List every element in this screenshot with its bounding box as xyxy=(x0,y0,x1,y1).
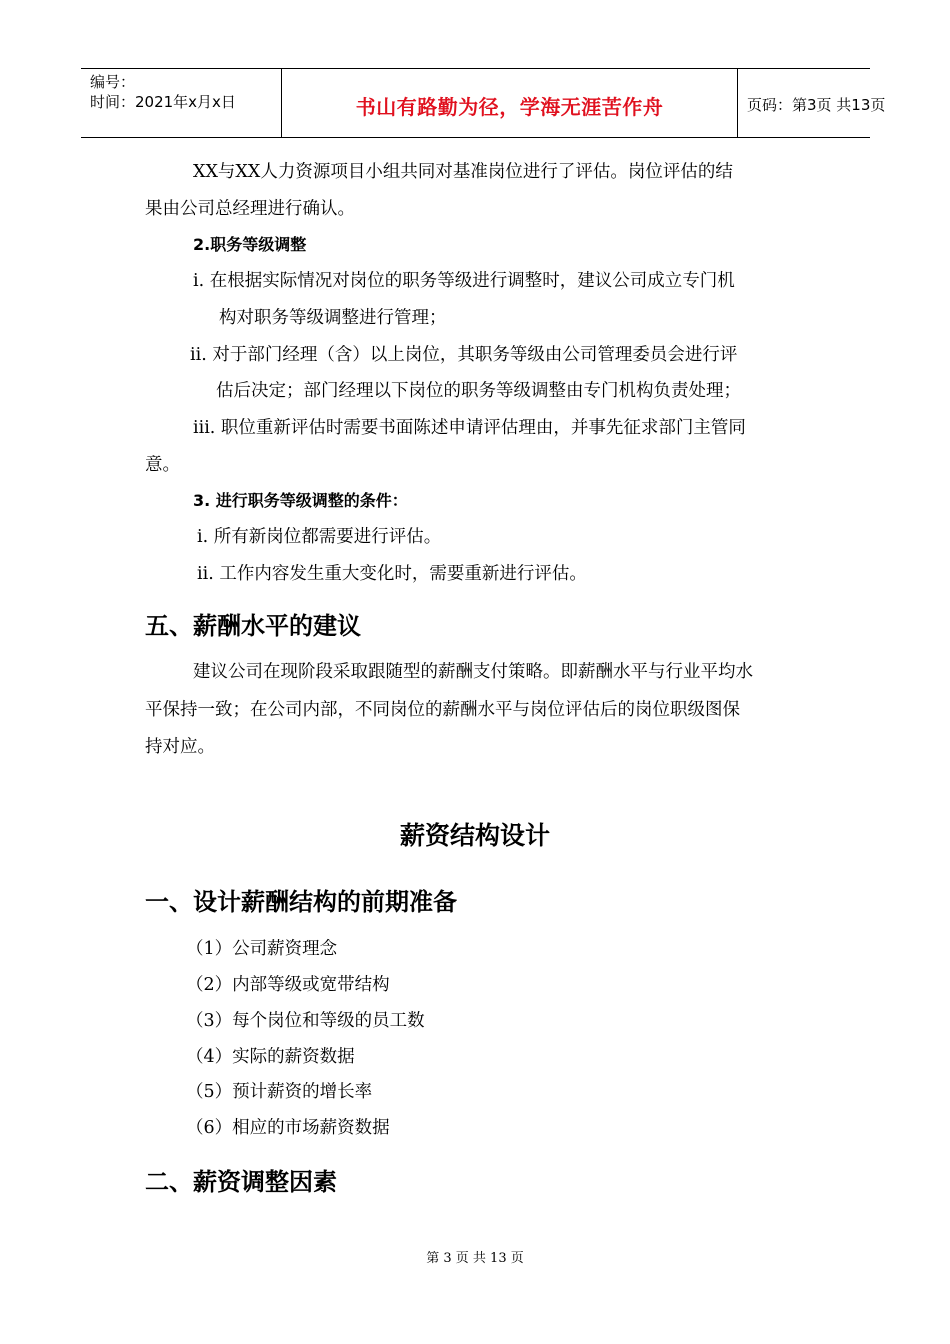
header-right-cell xyxy=(737,69,886,137)
chapter-heading: 五、薪酬水平的建议 xyxy=(145,612,361,640)
paragraph-line: 持对应。 xyxy=(145,737,215,757)
list-item: ii. 工作内容发生重大变化时，需要重新进行评估。 xyxy=(197,564,587,584)
list-item: （1）公司薪资理念 xyxy=(186,939,338,959)
paragraph-line: 果由公司总经理进行确认。 xyxy=(145,199,355,219)
list-item: （2）内部等级或宽带结构 xyxy=(186,975,390,995)
header-left-cell xyxy=(81,69,281,137)
header-page-label: 页码：第3页 共13页 xyxy=(747,96,886,114)
header-motto: 书山有路勤为径，学海无涯苦作舟 xyxy=(355,95,664,119)
paragraph-line: 平保持一致；在公司内部，不同岗位的薪酬水平与岗位评估后的岗位职级图保 xyxy=(145,700,740,720)
header-number-label: 编号： xyxy=(90,73,136,91)
paragraph-line: 建议公司在现阶段采取跟随型的薪酬支付策略。即薪酬水平与行业平均水 xyxy=(193,662,753,682)
header-center-cell xyxy=(281,69,738,137)
chapter-heading: 二、薪资调整因素 xyxy=(145,1168,337,1196)
section-heading: 3. 进行职务等级调整的条件： xyxy=(193,491,408,510)
page-footer: 第 3 页 共 13 页 xyxy=(426,1251,524,1266)
list-item-line: ii. 对于部门经理（含）以上岗位，其职务等级由公司管理委员会进行评 xyxy=(190,345,738,365)
list-item: （3）每个岗位和等级的员工数 xyxy=(186,1011,425,1031)
list-item-line: 构对职务等级调整进行管理； xyxy=(219,308,447,328)
section-heading: 2.职务等级调整 xyxy=(193,235,307,254)
list-item: （5）预计薪资的增长率 xyxy=(186,1082,373,1102)
paragraph-line: XX与XX人力资源项目小组共同对基准岗位进行了评估。岗位评估的结 xyxy=(193,162,733,182)
document-header xyxy=(81,68,886,138)
list-item-line: iii. 职位重新评估时需要书面陈述申请评估理由，并事先征求部门主管同 xyxy=(193,418,746,438)
list-item-line: 意。 xyxy=(145,455,180,475)
header-time-label: 时间：2021年x月x日 xyxy=(90,93,236,111)
list-item: （6）相应的市场薪资数据 xyxy=(186,1118,390,1138)
list-item: （4）实际的薪资数据 xyxy=(186,1047,355,1067)
list-item: i. 所有新岗位都需要进行评估。 xyxy=(197,527,442,547)
list-item-line: 估后决定；部门经理以下岗位的职务等级调整由专门机构负责处理； xyxy=(216,381,741,401)
page-title: 薪资结构设计 xyxy=(399,821,550,850)
chapter-heading: 一、设计薪酬结构的前期准备 xyxy=(145,888,457,916)
list-item-line: i. 在根据实际情况对岗位的职务等级进行调整时，建议公司成立专门机 xyxy=(193,271,735,291)
